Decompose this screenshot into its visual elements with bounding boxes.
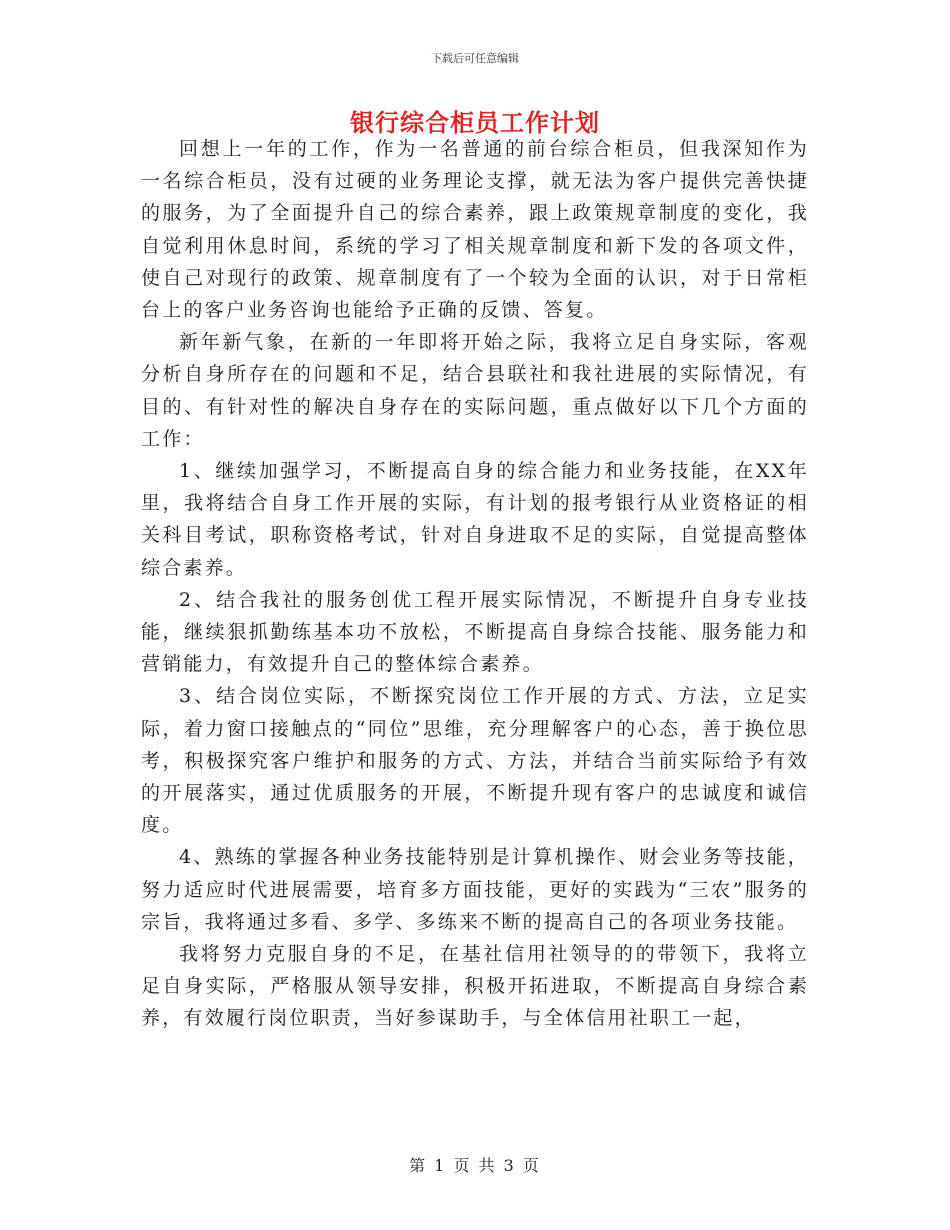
paragraph-item-1: 1、继续加强学习，不断提高自身的综合能力和业务技能，在XX年里，我将结合自身工作开展的实际，有计划的报考银行从业资格证的相关科目考试，职称资格考试，针对自身进取不足的实际，自觉提高整体综合素养。 (141, 460, 809, 579)
document-body (141, 133, 809, 1035)
paragraph-review: 回想上一年的工作，作为一名普通的前台综合柜员，但我深知作为一名综合柜员，没有过硬的业务理论支撑，就无法为客户提供完善快捷的服务，为了全面提升自己的综合素养，跟上政策规章制度的变化，我自觉利用休息时间，系统的学习了相关规章制度和新下发的各项文件，使自己对现行的政策、规章制度有了一个较为全面的认识，对于日常柜台上的客户业务咨询也能给予正确的反馈、答复。 (141, 138, 809, 322)
header-note: 下载后可任意编辑 (431, 52, 519, 65)
paragraph-closing: 我将努力克服自身的不足，在基社信用社领导的的带领下，我将立足自身实际，严格服从领导安排，积极开拓进取，不断提高自身综合素养，有效履行岗位职责，当好参谋助手，与全体信用社职工一起， (141, 943, 809, 1030)
paragraph-item-4: 4、熟练的掌握各种业务技能特别是计算机操作、财会业务等技能，努力适应时代进展需要，培育多方面技能，更好的实践为“三农”服务的宗旨，我将通过多看、多学、多练来不断的提高自己的各项业务技能。 (141, 846, 809, 933)
paragraph-new-year-plan: 新年新气象，在新的一年即将开始之际，我将立足自身实际，客观分析自身所存在的问题和不足，结合县联社和我社进展的实际情况，有目的、有针对性的解决自身存在的实际问题，重点做好以下几个方面的工作： (141, 331, 809, 450)
paragraph-item-3: 3、结合岗位实际，不断探究岗位工作开展的方式、方法，立足实际，着力窗口接触点的“同位”思维，充分理解客户的心态，善于换位思考，积极探究客户维护和服务的方式、方法，并结合当前实际给予有效的开展落实，通过优质服务的开展，不断提升现有客户的忠诚度和诚信度。 (141, 685, 809, 837)
document-title: 银行综合柜员工作计划 (350, 108, 600, 137)
paragraph-item-2: 2、结合我社的服务创优工程开展实际情况，不断提升自身专业技能，继续狠抓勤练基本功不放松，不断提高自身综合技能、服务能力和营销能力，有效提升自己的整体综合素养。 (141, 588, 809, 676)
page-number-footer: 第 1 页 共 3 页 (409, 1156, 541, 1175)
